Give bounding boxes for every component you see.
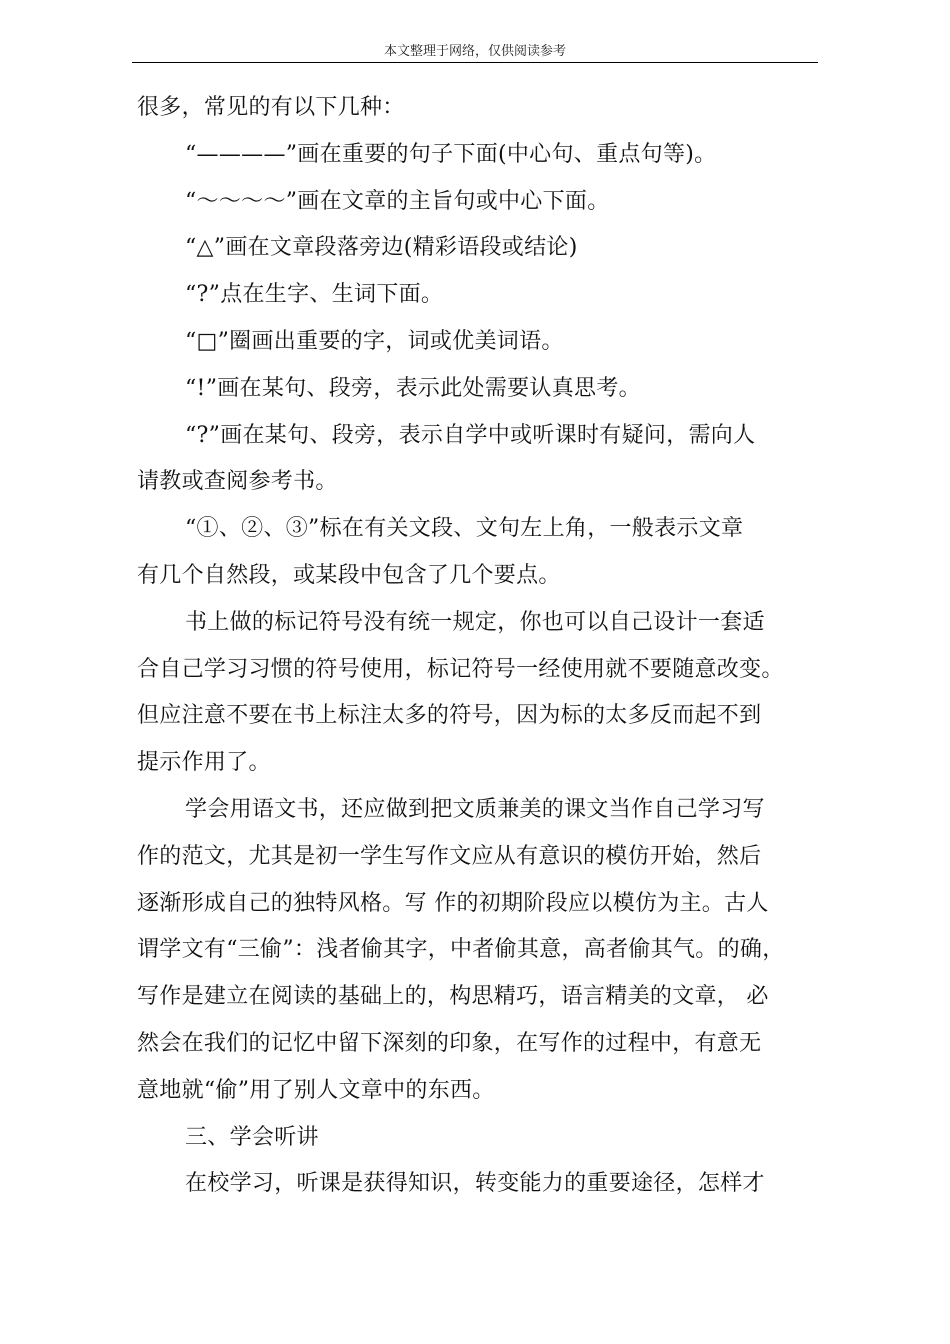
text-line: “?”点在生字、生词下面。 (185, 282, 444, 308)
header-divider (132, 62, 818, 63)
text-line: 提示作用了。 (137, 750, 271, 776)
text-line: 意地就“偷”用了别人文章中的东西。 (137, 1077, 495, 1103)
text-line: 但应注意不要在书上标注太多的符号，因为标的太多反而起不到 (137, 703, 762, 729)
text-line: 作的范文，尤其是初一学生写作文应从有意识的模仿开始，然后 (137, 843, 762, 869)
text-line: 很多，常见的有以下几种： (137, 95, 405, 120)
text-line: 学会用语文书，还应做到把文质兼美的课文当作自己学习写 (185, 796, 765, 822)
text-line: 合自己学习习惯的符号使用，标记符号一经使用就不要随意改变。 (137, 656, 784, 682)
text-line: “?”画在某句、段旁，表示自学中或听课时有疑问，需向人 (185, 422, 756, 448)
document-body (137, 85, 822, 1208)
text-line: 有几个自然段，或某段中包含了几个要点。 (137, 562, 561, 588)
text-line: 请教或查阅参考书。 (137, 469, 338, 495)
text-line: 逐渐形成自己的独特风格。写 作的初期阶段应以模仿为主。古人 (137, 890, 769, 916)
text-line: 在校学习，听课是获得知识，转变能力的重要途径，怎样才 (185, 1171, 765, 1197)
text-line: “△”画在文章段落旁边(精彩语段或结论) (185, 235, 578, 261)
text-line: 写作是建立在阅读的基础上的，构思精巧，语言精美的文章， 必 (137, 984, 769, 1010)
text-line: “～～～～”画在文章的主旨句或中心下面。 (185, 188, 610, 214)
text-line: 书上做的标记符号没有统一规定，你也可以自己设计一套适 (185, 609, 765, 635)
text-line: “□”圈画出重要的字，词或优美词语。 (185, 328, 564, 354)
text-line: “①、②、③”标在有关文段、文句左上角，一般表示文章 (185, 516, 744, 542)
text-line: 然会在我们的记忆中留下深刻的印象，在写作的过程中，有意无 (137, 1030, 762, 1056)
text-line: “!”画在某句、段旁，表示此处需要认真思考。 (185, 375, 641, 401)
text-line: “————”画在重要的句子下面(中心句、重点句等)。 (185, 141, 717, 167)
section-heading: 三、学会听讲 (185, 1124, 319, 1150)
text-line: 谓学文有“三偷”：浅者偷其字，中者偷其意，高者偷其气。的确， (137, 937, 785, 963)
page-header: 本文整理于网络，仅供阅读参考 (383, 44, 566, 59)
